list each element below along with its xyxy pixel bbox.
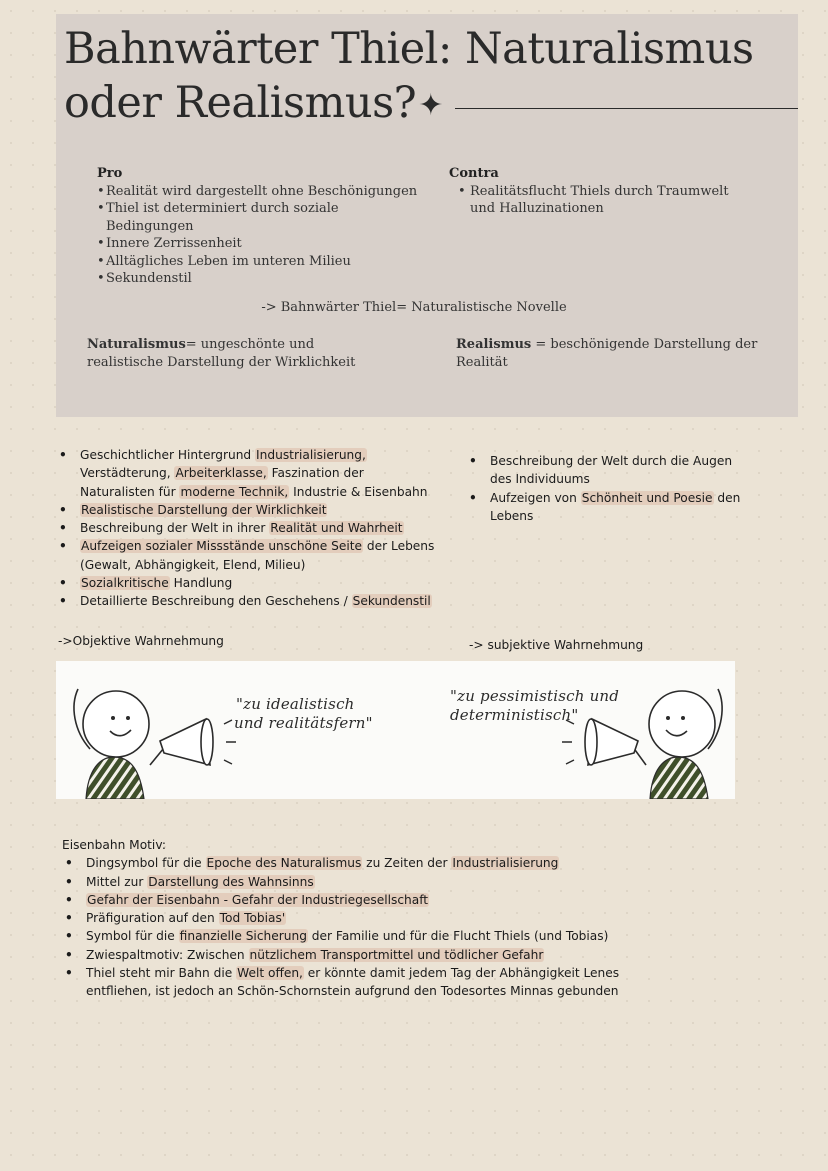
highlighted-text: Tod Tobias': [219, 911, 286, 926]
list-item: [62, 873, 662, 891]
title-line-2: [64, 76, 754, 133]
contra-heading: Contra: [449, 166, 499, 181]
naturalismus-definition: = ungeschönte und realistische Darstellung der Wirklichkeit: [87, 337, 356, 370]
text-segment: den Lebens: [490, 490, 741, 523]
list-item: [62, 946, 662, 964]
title-divider: [455, 108, 798, 109]
text-segment: Beschreibung der Welt in ihrer: [80, 521, 270, 536]
text-segment: Dingsymbol für die: [86, 856, 206, 871]
title-line-2-text: oder Realismus?: [64, 78, 417, 128]
text-segment: Zwiespaltmotiv: Zwischen: [86, 947, 249, 962]
contra-list: [449, 183, 749, 218]
list-item: [56, 592, 436, 610]
right-quote-line1: "zu pessimistisch und: [450, 687, 620, 705]
pro-item: • Realität wird dargestellt ohne Beschönigungen: [97, 183, 427, 201]
left-quote-line2: und realitätsfern": [234, 714, 373, 732]
right-quote: [450, 687, 619, 725]
text-segment: Präfiguration auf den: [86, 911, 219, 926]
realismus-term: Realismus: [456, 337, 532, 352]
subjektive-wahrnehmung: -> subjektive Wahrnehmung: [469, 638, 644, 652]
text-segment: zu Zeiten der: [362, 856, 452, 871]
naturalismus-list: [56, 446, 436, 611]
list-item: [56, 519, 436, 537]
eisenbahn-title: Eisenbahn Motiv:: [62, 838, 166, 852]
highlighted-text: Realistische Darstellung der Wirklichkeit: [81, 502, 327, 517]
illustration-graphic: [56, 661, 735, 799]
text-segment: Symbol für die: [86, 929, 179, 944]
contra-item: • Realitätsflucht Thiels durch Traumwelt und Halluzinationen: [449, 183, 749, 218]
pro-item: • Sekundenstil: [97, 270, 427, 288]
highlighted-text: nützlichem Transportmittel und tödlicher Gefahr: [249, 947, 544, 962]
objektive-wahrnehmung: ->Objektive Wahrnehmung: [58, 634, 224, 648]
text-segment: er könnte damit jedem Tag der Abhängigkeit Lenes entfliehen, ist jedoch an Schön-Schornstein aufgrund den Todesortes Minnas gebunden: [86, 966, 620, 999]
text-segment: Thiel steht mir Bahn die: [86, 966, 237, 981]
highlighted-text: Darstellung des Wahnsinns: [148, 874, 314, 889]
megaphone-illustration: [56, 661, 735, 799]
definition-naturalismus: [87, 336, 377, 371]
pro-item: • Innere Zerrissenheit: [97, 235, 427, 253]
list-item: [466, 489, 746, 526]
list-item: [62, 891, 662, 909]
highlighted-text: Aufzeigen sozialer Missstände unschöne Seite: [81, 539, 362, 554]
highlighted-text: Welt offen,: [237, 966, 303, 981]
text-segment: der Familie und für die Flucht Thiels (und Tobias): [307, 929, 609, 944]
highlighted-text: Epoche des Naturalismus: [206, 856, 362, 871]
left-figure: [74, 689, 236, 799]
highlighted-text: Sozialkritische: [81, 576, 169, 591]
list-item: [56, 537, 436, 574]
pro-heading: Pro: [97, 166, 123, 181]
list-item: [466, 452, 746, 489]
list-item: [62, 964, 662, 1001]
text-segment: Handlung: [169, 576, 233, 591]
highlighted-text: Realität und Wahrheit: [270, 521, 403, 536]
list-item: [56, 446, 436, 501]
highlighted-text: finanzielle Sicherung: [179, 929, 307, 944]
list-item: [62, 927, 662, 945]
text-segment: Industrie & Eisenbahn: [289, 484, 428, 499]
list-item: [62, 854, 662, 872]
realismus-list: [466, 452, 746, 525]
pro-list: [97, 183, 427, 288]
text-segment: der Lebens (Gewalt, Abhängigkeit, Elend, Milieu): [80, 539, 435, 572]
list-item: [62, 909, 662, 927]
naturalismus-term: Naturalismus: [87, 337, 186, 352]
right-quote-line2: deterministisch": [450, 706, 579, 724]
title-line-1: Bahnwärter Thiel: Naturalismus: [64, 24, 754, 74]
eisenbahn-section: [62, 836, 662, 1001]
highlighted-text: Schönheit und Poesie: [581, 490, 713, 505]
text-segment: Aufzeigen von: [490, 490, 581, 505]
conclusion: -> Bahnwärter Thiel= Naturalistische Novelle: [261, 300, 567, 315]
highlighted-text: Industrialisierung: [452, 856, 559, 871]
text-segment: Verstädterung,: [80, 466, 175, 481]
text-segment: Faszination der Naturalisten für: [80, 466, 364, 499]
highlighted-text: Industrialisierung,: [256, 448, 366, 462]
definition-realismus: [456, 336, 776, 371]
pro-item: • Thiel ist determiniert durch soziale Bedingungen: [97, 200, 427, 235]
sparkle-icon: ✦: [418, 88, 443, 123]
eisenbahn-list: [62, 854, 662, 1000]
page-title: [64, 22, 754, 133]
left-quote-line1: "zu idealistisch: [236, 695, 355, 713]
highlighted-text: Gefahr der Eisenbahn - Gefahr der Industriegesellschaft: [87, 892, 429, 907]
pro-column: [97, 165, 427, 288]
text-segment: Geschichtlicher Hintergrund: [80, 448, 256, 462]
text-segment: Mittel zur: [86, 874, 148, 889]
highlighted-text: Arbeiterklasse,: [175, 466, 267, 481]
left-quote: [236, 695, 373, 733]
text-segment: Beschreibung der Welt durch die Augen des Individuums: [490, 454, 733, 487]
list-item: [56, 574, 436, 592]
pro-item: • Alltägliches Leben im unteren Milieu: [97, 253, 427, 271]
highlighted-text: moderne Technik,: [180, 484, 289, 499]
highlighted-text: Sekundenstil: [352, 594, 431, 609]
text-segment: Detaillierte Beschreibung den Geschehens /: [80, 594, 352, 609]
contra-column: [449, 165, 749, 218]
realismus-definition: = beschönigende Darstellung der Realität: [456, 337, 758, 370]
list-item: [56, 501, 436, 519]
